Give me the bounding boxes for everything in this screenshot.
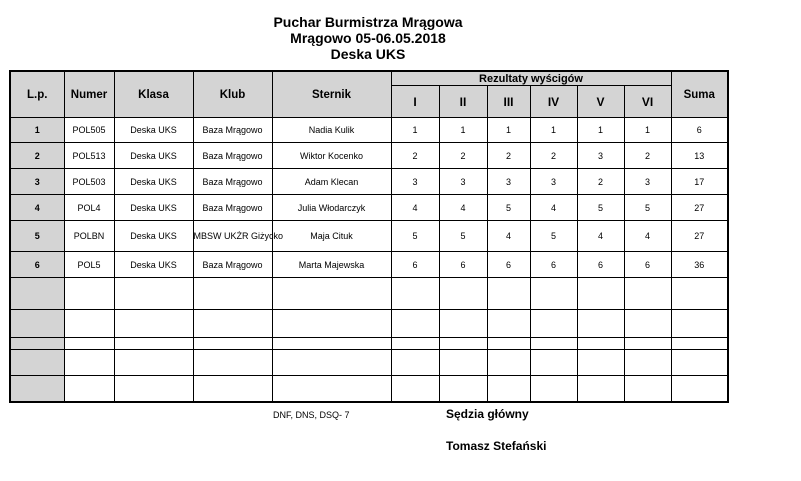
empty-cell <box>114 278 193 310</box>
empty-cell <box>64 310 114 338</box>
empty-cell <box>487 278 530 310</box>
race-result-cell: 3 <box>530 169 577 195</box>
empty-cell <box>624 338 671 350</box>
empty-cell <box>624 310 671 338</box>
lp-cell: 5 <box>10 221 64 252</box>
empty-cell <box>64 376 114 402</box>
table-row <box>10 252 728 278</box>
empty-row <box>10 278 728 310</box>
empty-cell <box>577 338 624 350</box>
header-sternik: Sternik <box>272 71 391 118</box>
empty-cell <box>64 338 114 350</box>
empty-cell <box>10 350 64 376</box>
race-result-cell: 1 <box>439 118 487 143</box>
race-result-cell: 1 <box>391 118 439 143</box>
empty-row <box>10 350 728 376</box>
race-result-cell: 2 <box>577 169 624 195</box>
race-result-cell: 5 <box>624 195 671 221</box>
empty-cell <box>577 350 624 376</box>
lp-cell: 2 <box>10 143 64 169</box>
empty-cell <box>391 310 439 338</box>
race-result-cell: 4 <box>391 195 439 221</box>
empty-cell <box>624 350 671 376</box>
location-date: Mrągowo 05-06.05.2018 <box>290 30 446 46</box>
klub-cell: Baza Mrągowo <box>193 195 272 221</box>
klasa-cell: Deska UKS <box>114 221 193 252</box>
empty-cell <box>193 278 272 310</box>
race-result-cell: 6 <box>624 252 671 278</box>
empty-cell <box>530 278 577 310</box>
empty-cell <box>10 310 64 338</box>
sternik-cell: Adam Klecan <box>272 169 391 195</box>
empty-cell <box>577 310 624 338</box>
race-result-cell: 6 <box>391 252 439 278</box>
table-row <box>10 221 728 252</box>
klub-cell: Baza Mrągowo <box>193 143 272 169</box>
header-race-5: V <box>577 86 624 118</box>
suma-cell: 27 <box>671 221 728 252</box>
empty-cell <box>577 376 624 402</box>
race-result-cell: 2 <box>391 143 439 169</box>
suma-cell: 13 <box>671 143 728 169</box>
race-result-cell: 3 <box>577 143 624 169</box>
race-result-cell: 1 <box>577 118 624 143</box>
empty-cell <box>439 310 487 338</box>
empty-cell <box>193 338 272 350</box>
suma-cell: 27 <box>671 195 728 221</box>
empty-cell <box>272 338 391 350</box>
race-result-cell: 1 <box>530 118 577 143</box>
empty-cell <box>671 350 728 376</box>
header-suma: Suma <box>671 71 728 118</box>
empty-cell <box>114 338 193 350</box>
header-race-4: IV <box>530 86 577 118</box>
sternik-cell: Marta Majewska <box>272 252 391 278</box>
race-result-cell: 5 <box>391 221 439 252</box>
race-result-cell: 1 <box>624 118 671 143</box>
penalty-note: DNF, DNS, DSQ- 7 <box>273 410 350 420</box>
klasa-cell: Deska UKS <box>114 169 193 195</box>
lp-cell: 4 <box>10 195 64 221</box>
table-row <box>10 195 728 221</box>
empty-cell <box>530 338 577 350</box>
race-result-cell: 5 <box>487 195 530 221</box>
empty-cell <box>114 310 193 338</box>
empty-cell <box>391 338 439 350</box>
sternik-cell: Maja Cituk <box>272 221 391 252</box>
class-title: Deska UKS <box>330 46 406 62</box>
race-result-cell: 3 <box>624 169 671 195</box>
empty-cell <box>391 278 439 310</box>
race-result-cell: 5 <box>530 221 577 252</box>
empty-cell <box>64 278 114 310</box>
race-result-cell: 4 <box>487 221 530 252</box>
empty-cell <box>530 310 577 338</box>
judge-name: Tomasz Stefański <box>446 439 547 453</box>
header-klub: Klub <box>193 71 272 118</box>
empty-cell <box>114 376 193 402</box>
empty-cell <box>193 376 272 402</box>
numer-cell: POL513 <box>64 143 114 169</box>
race-result-cell: 2 <box>530 143 577 169</box>
empty-cell <box>439 338 487 350</box>
race-result-cell: 5 <box>577 195 624 221</box>
race-result-cell: 5 <box>439 221 487 252</box>
race-result-cell: 6 <box>487 252 530 278</box>
empty-cell <box>487 338 530 350</box>
header-klasa: Klasa <box>114 71 193 118</box>
header-rezultaty: Rezultaty wyścigów <box>391 71 671 86</box>
empty-cell <box>671 278 728 310</box>
klasa-cell: Deska UKS <box>114 195 193 221</box>
header-race-2: II <box>439 86 487 118</box>
empty-cell <box>193 310 272 338</box>
empty-cell <box>391 376 439 402</box>
suma-cell: 17 <box>671 169 728 195</box>
numer-cell: POL505 <box>64 118 114 143</box>
empty-cell <box>530 376 577 402</box>
empty-cell <box>671 376 728 402</box>
numer-cell: POL4 <box>64 195 114 221</box>
race-result-cell: 4 <box>624 221 671 252</box>
sternik-cell: Wiktor Kocenko <box>272 143 391 169</box>
race-result-cell: 3 <box>487 169 530 195</box>
race-result-cell: 2 <box>624 143 671 169</box>
judge-title: Sędzia główny <box>446 407 529 421</box>
race-result-cell: 4 <box>530 195 577 221</box>
table-row <box>10 143 728 169</box>
race-result-cell: 4 <box>577 221 624 252</box>
header-row <box>10 71 728 86</box>
empty-cell <box>114 350 193 376</box>
klasa-cell: Deska UKS <box>114 252 193 278</box>
empty-cell <box>64 350 114 376</box>
header-race-3: III <box>487 86 530 118</box>
sternik-cell: Julia Włodarczyk <box>272 195 391 221</box>
empty-cell <box>624 278 671 310</box>
numer-cell: POLBN <box>64 221 114 252</box>
table-row <box>10 118 728 143</box>
empty-cell <box>193 350 272 376</box>
empty-cell <box>391 350 439 376</box>
suma-cell: 6 <box>671 118 728 143</box>
results-table <box>9 70 729 403</box>
klasa-cell: Deska UKS <box>114 118 193 143</box>
empty-cell <box>671 310 728 338</box>
empty-cell <box>10 278 64 310</box>
empty-cell <box>439 376 487 402</box>
klub-cell: MBSW UKŻR Giżycko <box>193 221 272 252</box>
empty-cell <box>577 278 624 310</box>
document-header <box>0 14 736 62</box>
empty-cell <box>272 310 391 338</box>
suma-cell: 36 <box>671 252 728 278</box>
race-result-cell: 1 <box>487 118 530 143</box>
empty-cell <box>10 338 64 350</box>
empty-cell <box>439 350 487 376</box>
lp-cell: 6 <box>10 252 64 278</box>
lp-cell: 1 <box>10 118 64 143</box>
empty-row <box>10 338 728 350</box>
race-result-cell: 6 <box>530 252 577 278</box>
numer-cell: POL503 <box>64 169 114 195</box>
empty-row <box>10 376 728 402</box>
empty-cell <box>272 376 391 402</box>
empty-row <box>10 310 728 338</box>
empty-cell <box>439 278 487 310</box>
race-result-cell: 3 <box>391 169 439 195</box>
numer-cell: POL5 <box>64 252 114 278</box>
empty-cell <box>272 350 391 376</box>
klasa-cell: Deska UKS <box>114 143 193 169</box>
race-result-cell: 3 <box>439 169 487 195</box>
header-race-6: VI <box>624 86 671 118</box>
lp-cell: 3 <box>10 169 64 195</box>
race-result-cell: 2 <box>439 143 487 169</box>
race-result-cell: 2 <box>487 143 530 169</box>
empty-cell <box>624 376 671 402</box>
race-result-cell: 6 <box>577 252 624 278</box>
race-result-cell: 4 <box>439 195 487 221</box>
klub-cell: Baza Mrągowo <box>193 252 272 278</box>
competition-title: Puchar Burmistrza Mrągowa <box>273 14 463 30</box>
klub-cell: Baza Mrągowo <box>193 169 272 195</box>
empty-cell <box>487 376 530 402</box>
empty-cell <box>487 310 530 338</box>
empty-cell <box>530 350 577 376</box>
empty-cell <box>487 350 530 376</box>
header-lp: L.p. <box>10 71 64 118</box>
empty-cell <box>10 376 64 402</box>
race-result-cell: 6 <box>439 252 487 278</box>
sternik-cell: Nadia Kulik <box>272 118 391 143</box>
table-row <box>10 169 728 195</box>
empty-cell <box>671 338 728 350</box>
empty-cell <box>272 278 391 310</box>
header-race-1: I <box>391 86 439 118</box>
header-numer: Numer <box>64 71 114 118</box>
klub-cell: Baza Mrągowo <box>193 118 272 143</box>
